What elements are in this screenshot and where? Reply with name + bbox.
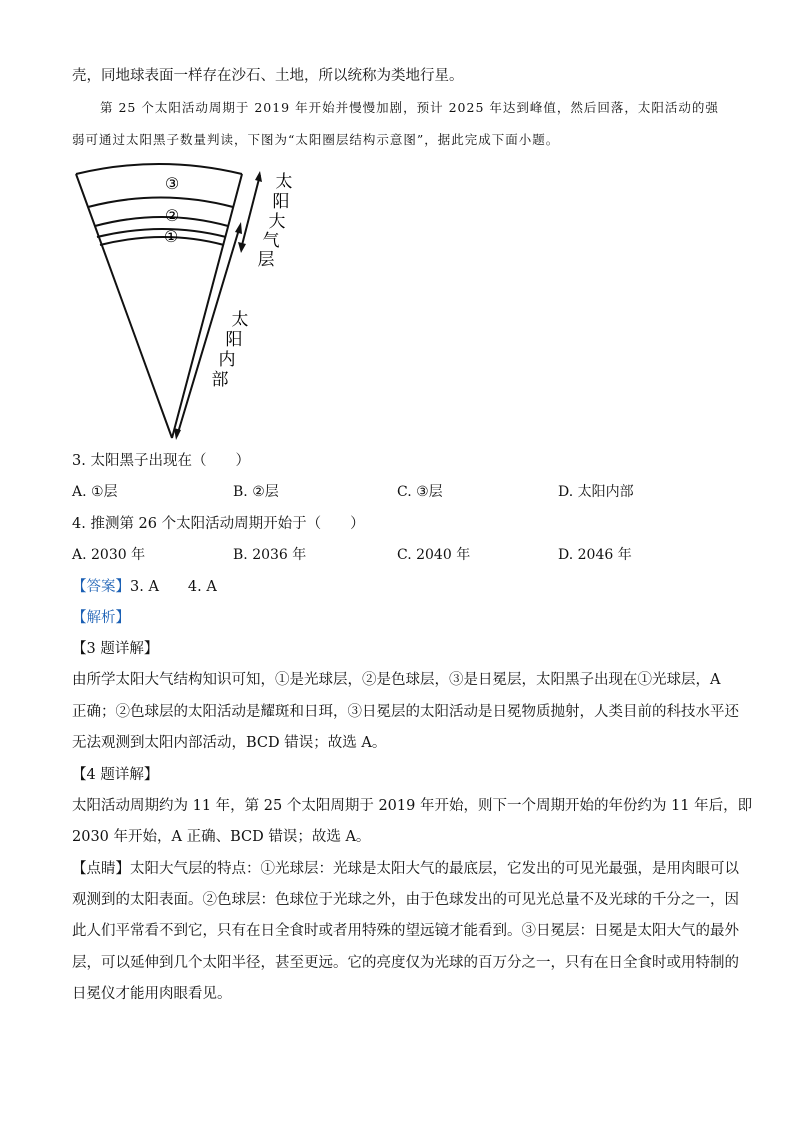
interior-label-char: 太	[231, 310, 249, 330]
q3-detail-line: 由所学太阳大气结构知识可知，①是光球层，②是色球层，③是日冕层，太阳黑子出现在①光球层，A	[72, 672, 721, 688]
interior-arrow-head-top	[235, 222, 242, 234]
analysis-label: 【解析】	[72, 610, 130, 626]
atmosphere-arrow-head-bottom	[238, 242, 246, 253]
tips-label: 【点睛】	[72, 861, 130, 877]
q4-option-a: A. 2030 年	[72, 547, 146, 563]
atmosphere-label-char: 层	[257, 250, 275, 270]
wedge-right-edge	[172, 174, 242, 438]
atmosphere-label-char: 太	[275, 172, 293, 192]
q3-option-d: D. 太阳内部	[558, 484, 634, 500]
atmosphere-label-char: 阳	[272, 192, 290, 212]
layer-1-label: ①	[163, 227, 179, 246]
tips-line: 此人们平常看不到它，只有在日全食时或者用特殊的望远镜才能看到。③日冕层：日冕是太阳大气的最外	[72, 923, 739, 939]
atmosphere-arrow-head-top	[255, 171, 262, 182]
q3-detail-line: 正确；②色球层的太阳活动是耀斑和日珥，③日冕层的太阳活动是日冕物质抛射，人类目前的科技水平还	[72, 704, 739, 720]
wedge-left-edge	[76, 174, 172, 438]
atmosphere-label-char: 气	[262, 231, 280, 251]
intro-line-1: 第 25 个太阳活动周期于 2019 年开始并慢慢加剧，预计 2025 年达到峰值，然后回落，太阳活动的强	[100, 100, 719, 115]
q4-detail-line: 2030 年开始，A 正确、BCD 错误；故选 A。	[72, 829, 371, 845]
interior-label-char: 内	[218, 350, 236, 370]
intro-line-2: 弱可通过太阳黑子数量判读，下图为“太阳圈层结构示意图”，据此完成下面小题。	[72, 132, 560, 147]
layer-3-label: ③	[164, 174, 180, 193]
q4-detail-line: 太阳活动周期约为 11 年，第 25 个太阳周期于 2019 年开始，则下一个周期开始的年份约为 11 年后，即	[72, 798, 753, 814]
sun-layer-diagram	[60, 160, 300, 445]
interior-label-char: 部	[211, 370, 229, 390]
q4-option-d: D. 2046 年	[558, 547, 632, 563]
q4-option-c: C. 2040 年	[397, 547, 471, 563]
text-line: 壳，同地球表面一样存在沙石、土地，所以统称为类地行星。	[72, 68, 464, 84]
interior-label-char: 阳	[225, 330, 243, 350]
tips-line: 日冕仪才能用肉眼看见。	[72, 986, 232, 1002]
q3-detail-line: 无法观测到太阳内部活动，BCD 错误；故选 A。	[72, 735, 387, 751]
atmosphere-label-char: 大	[268, 212, 286, 232]
q3-option-b: B. ②层	[233, 484, 279, 500]
q3-detail-label: 【3 题详解】	[72, 641, 159, 657]
arc-corona-inner	[88, 198, 233, 208]
interior-arrow-head-bottom	[174, 428, 181, 440]
question-4-stem: 4. 推测第 26 个太阳活动周期开始于（ ）	[72, 516, 365, 532]
tips-line-1	[72, 859, 739, 879]
answer-text: 3. A 4. A	[130, 579, 217, 595]
atmosphere-arrow-line	[241, 175, 260, 249]
q4-option-b: B. 2036 年	[233, 547, 307, 563]
tips-line: 层，可以延伸到几个太阳半径，甚至更远。它的亮度仅为光球的百万分之一，只有在日全食时或用特制的	[72, 955, 739, 971]
tips-text: 太阳大气层的特点：①光球层：光球是太阳大气的最底层，它发出的可见光最强，是用肉眼可以	[130, 861, 739, 877]
arc-chromosphere-inner	[95, 217, 228, 226]
q4-detail-label: 【4 题详解】	[72, 767, 159, 783]
arc-photosphere-a	[97, 229, 226, 237]
answer-line	[72, 577, 732, 597]
outer-arc	[76, 164, 242, 174]
layer-2-label: ②	[164, 206, 180, 225]
q3-option-a: A. ①层	[72, 484, 118, 500]
arc-photosphere-b	[100, 237, 224, 245]
question-3-stem: 3. 太阳黑子出现在（ ）	[72, 453, 250, 469]
q3-option-c: C. ③层	[397, 484, 443, 500]
answer-label: 【答案】	[72, 579, 130, 595]
tips-line: 观测到的太阳表面。②色球层：色球位于光球之外，由于色球发出的可见光总量不及光球的千分之一，因	[72, 892, 739, 908]
